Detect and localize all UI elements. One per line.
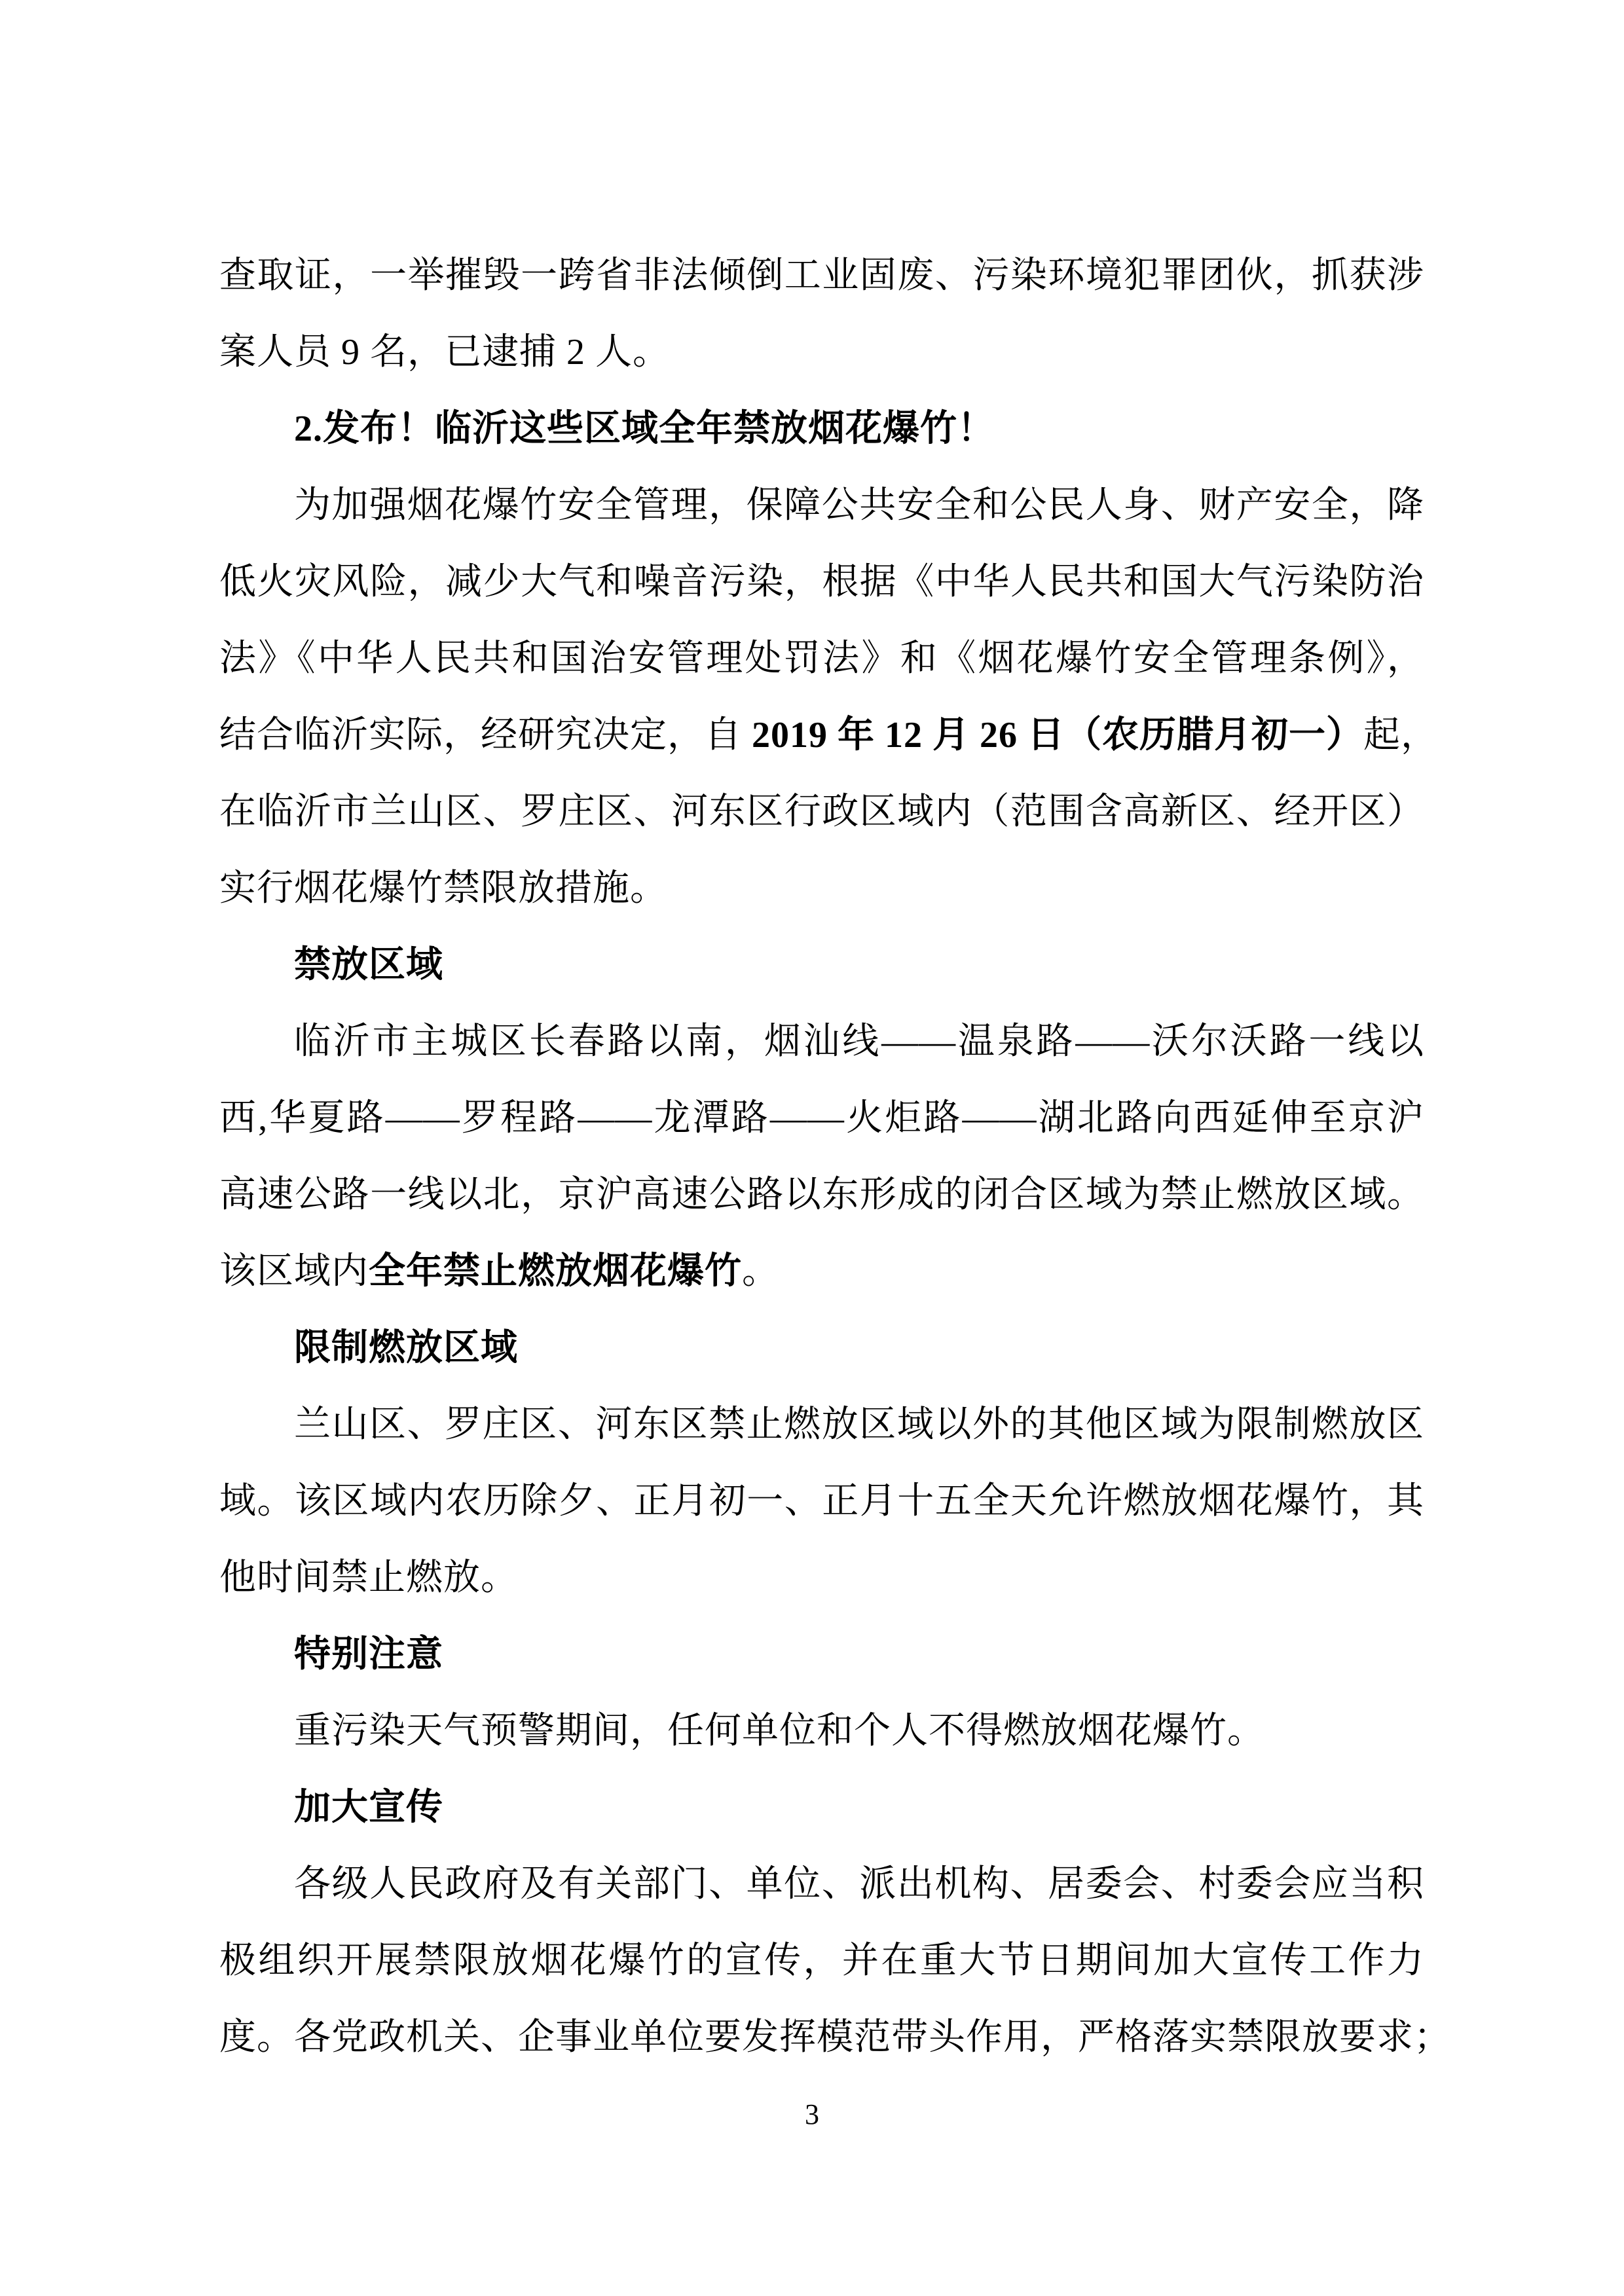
text-line xyxy=(219,391,1424,467)
text-line xyxy=(219,927,1424,1004)
text-line xyxy=(219,1387,1424,1463)
text-line xyxy=(219,314,1424,391)
text-segment: 查取证，一举摧毁一跨省非法倾倒工业固废、污染环境犯罪团伙，抓获涉 xyxy=(219,255,1424,296)
text-line xyxy=(219,1770,1424,1846)
text-segment: 在临沂市兰山区、罗庄区、河东区行政区域内（范围含高新区、经开区） xyxy=(219,792,1424,832)
text-line xyxy=(219,1540,1424,1616)
text-line xyxy=(219,467,1424,544)
text-segment: 。 xyxy=(742,1251,779,1292)
text-segment: 结合临沂实际，经研究决定，自 xyxy=(219,715,752,756)
bold-text-segment: 加大宣传 xyxy=(294,1787,443,1828)
bold-text-segment: 2019 年 12 月 26 日（农历腊月初一） xyxy=(752,715,1363,756)
text-line xyxy=(219,1923,1424,1999)
text-segment: 低火灾风险，减少大气和噪音污染，根据《中华人民共和国大气污染防治 xyxy=(219,562,1424,602)
text-line xyxy=(219,1616,1424,1693)
text-segment: 重污染天气预警期间，任何单位和个人不得燃放烟花爆竹。 xyxy=(294,1711,1264,1751)
text-line xyxy=(219,1004,1424,1080)
text-segment: 各级人民政府及有关部门、单位、派出机构、居委会、村委会应当积 xyxy=(294,1864,1424,1904)
text-segment: 高速公路一线以北，京沪高速公路以东形成的闭合区域为禁止燃放区域。 xyxy=(219,1175,1424,1215)
bold-text-segment: 限制燃放区域 xyxy=(294,1328,518,1368)
text-segment: 极组织开展禁限放烟花爆竹的宣传，并在重大节日期间加大宣传工作力 xyxy=(219,1941,1424,1981)
text-segment: 西,华夏路——罗程路——龙潭路——火炬路——湖北路向西延伸至京沪 xyxy=(219,1098,1424,1139)
text-line xyxy=(219,697,1438,774)
text-segment: 为加强烟花爆竹安全管理，保障公共安全和公民人身、财产安全，降 xyxy=(294,485,1424,526)
text-segment: 兰山区、罗庄区、河东区禁止燃放区域以外的其他区域为限制燃放区 xyxy=(294,1404,1424,1445)
text-line xyxy=(219,1233,1424,1310)
text-line xyxy=(219,1999,1451,2076)
text-segment: 他时间禁止燃放。 xyxy=(219,1558,518,1598)
text-segment: 临沂市主城区长春路以南，烟汕线——温泉路——沃尔沃路一线以 xyxy=(294,1021,1424,1062)
bold-text-segment: 全年禁止燃放烟花爆竹 xyxy=(369,1251,742,1292)
text-segment: 起， xyxy=(1363,715,1438,756)
bold-text-segment: 2.发布！临沂这些区域全年禁放烟花爆竹！ xyxy=(294,409,995,449)
text-line xyxy=(219,621,1424,697)
text-segment: 案人员 9 名，已逮捕 2 人。 xyxy=(219,332,670,373)
text-segment: 实行烟花爆竹禁限放措施。 xyxy=(219,868,667,909)
document-body xyxy=(219,238,1451,2076)
text-line xyxy=(219,544,1424,621)
text-segment: 度。各党政机关、企事业单位要发挥模范带头作用，严格落实禁限放要求； xyxy=(219,2017,1451,2058)
text-line xyxy=(219,1463,1424,1540)
text-segment: 该区域内 xyxy=(219,1251,369,1292)
text-line xyxy=(219,1693,1424,1770)
text-segment: 法》《中华人民共和国治安管理处罚法》和《烟花爆竹安全管理条例》， xyxy=(219,638,1424,679)
text-line xyxy=(219,1310,1424,1387)
bold-text-segment: 特别注意 xyxy=(294,1634,443,1675)
text-line xyxy=(219,774,1424,850)
page-number: 3 xyxy=(805,2098,819,2130)
text-line xyxy=(219,1080,1424,1157)
text-line xyxy=(219,1157,1424,1233)
text-segment: 域。该区域内农历除夕、正月初一、正月十五全天允许燃放烟花爆竹，其 xyxy=(219,1481,1424,1522)
text-line xyxy=(219,1846,1424,1923)
text-line xyxy=(219,238,1424,314)
text-line xyxy=(219,850,1424,927)
bold-text-segment: 禁放区域 xyxy=(294,945,443,985)
